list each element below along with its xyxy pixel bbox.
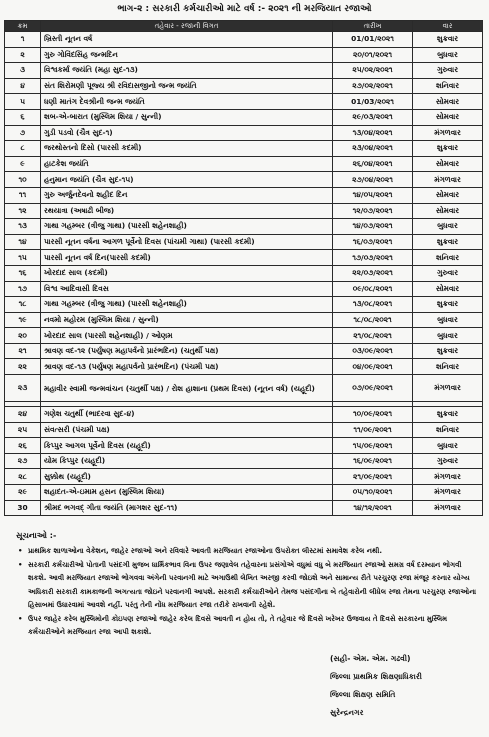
table-row — [5, 63, 483, 79]
signature-block — [330, 650, 480, 722]
holiday-date: ૧૬/૦૯/૨૦૨૧ — [333, 453, 413, 469]
holiday-date: ૧૪/૦૫/૨૦૨૧ — [333, 187, 413, 203]
table-row — [5, 453, 483, 469]
table-row — [5, 422, 483, 438]
holiday-name: મહાવીર સ્વામી જન્મવાંચન (ચતુર્થી પક્ષ) / રોશ હાશાના (પ્રથમ દિવસ) (નૂતન વર્ષ) (યહૂદી) — [41, 375, 333, 402]
table-row — [5, 78, 483, 94]
holiday-weekday: શુક્રવાર — [413, 234, 483, 250]
holiday-weekday: સોમવાર — [413, 94, 483, 110]
row-number: ૧૧ — [5, 187, 41, 203]
row-number: ૨૯ — [5, 485, 41, 501]
table-row — [5, 281, 483, 297]
notes-list — [18, 545, 480, 640]
holiday-date: ૨૦/૦૧/૨૦૨૧ — [333, 47, 413, 63]
table-row — [5, 203, 483, 219]
holiday-date: ૧૮/૦૮/૨૦૨૧ — [333, 312, 413, 328]
row-number: ૧ — [5, 32, 41, 48]
holiday-weekday: સોમવાર — [413, 109, 483, 125]
holiday-weekday: મંગળવાર — [413, 469, 483, 485]
row-number: 30 — [5, 500, 41, 516]
table-row — [5, 375, 483, 402]
holiday-name: સંત શિરોમણી પૂજ્ય શ્રી રવિદાસજીનો જન્મ જયંતિ — [41, 78, 333, 94]
holiday-date: ૨૧/૦૯/૨૦૨૧ — [333, 469, 413, 485]
table-row — [5, 359, 483, 375]
holiday-weekday: મંગળવાર — [413, 172, 483, 188]
holiday-date: ૧૩/૦૪/૨૦૨૧ — [333, 125, 413, 141]
holiday-date: ૦૪/૦૯/૨૦૨૧ — [333, 359, 413, 375]
header-day: વાર — [413, 21, 483, 32]
table-row — [5, 485, 483, 501]
header-no: ક્રમ — [5, 21, 41, 32]
holiday-weekday: બુધવાર — [413, 312, 483, 328]
row-number: ૭ — [5, 125, 41, 141]
holiday-weekday: શનિવાર — [413, 250, 483, 266]
holiday-date: ૨૬/૦૪/૨૦૨૧ — [333, 156, 413, 172]
table-row — [5, 141, 483, 157]
holiday-date: ૧૪/૦૭/૨૦૨૧ — [333, 219, 413, 235]
signatory-place: સુરેન્દ્રનગર — [330, 708, 364, 717]
table-row — [5, 343, 483, 359]
holiday-name: રથયાત્રા (અષાઢી બીજ) — [41, 203, 333, 219]
row-number: ૨૫ — [5, 422, 41, 438]
table-row — [5, 187, 483, 203]
holiday-weekday: શુક્રવાર — [413, 32, 483, 48]
holiday-name: ગાથા ગહમ્બર (ત્રીજુ ગાથા) (પારસી શહેનશાહી) — [41, 219, 333, 235]
header-date: તારીખ — [333, 21, 413, 32]
holiday-date: ૦૫/૧૦/૨૦૨૧ — [333, 485, 413, 501]
holiday-name: વિશ્વ આદિવાસી દિવસ — [41, 281, 333, 297]
row-number: ૧૮ — [5, 297, 41, 313]
holiday-weekday: સોમવાર — [413, 281, 483, 297]
row-number: ૧૭ — [5, 281, 41, 297]
holiday-name: હનુમાન જયંતિ (ચૈત્ર સુદ-૧૫) — [41, 172, 333, 188]
holiday-weekday: બુધવાર — [413, 47, 483, 63]
holiday-name: ગણેશ ચતુર્થી (ભાદરવા સુદ-૪) — [41, 407, 333, 423]
holiday-weekday: મંગળવાર — [413, 485, 483, 501]
holiday-weekday: મંગળવાર — [413, 375, 483, 402]
holiday-date: ૨૨/૦૭/૨૦૨૧ — [333, 265, 413, 281]
holiday-weekday: શનિવાર — [413, 422, 483, 438]
holiday-weekday: ગુરુવાર — [413, 63, 483, 79]
row-number: ૧૨ — [5, 203, 41, 219]
holiday-date: ૧૩/૦૮/૨૦૨૧ — [333, 297, 413, 313]
holiday-date: ૧૦/૦૯/૨૦૨૧ — [333, 407, 413, 423]
holiday-weekday: મંગળવાર — [413, 125, 483, 141]
table-row — [5, 156, 483, 172]
table-row — [5, 47, 483, 63]
holiday-date: ૨૧/૦૮/૨૦૨૧ — [333, 328, 413, 344]
table-row — [5, 312, 483, 328]
table-row — [5, 265, 483, 281]
optional-holidays-table — [4, 20, 483, 516]
table-header-row — [5, 21, 483, 32]
table-row — [5, 32, 483, 48]
row-number: ૯ — [5, 156, 41, 172]
table-row — [5, 469, 483, 485]
row-number: ૨૦ — [5, 328, 41, 344]
row-number: ૪ — [5, 78, 41, 94]
holiday-name: નવમો મહોરમ (મુસ્લિમ શિયા / સુન્ની) — [41, 312, 333, 328]
row-number: ૨ — [5, 47, 41, 63]
row-number: ૩ — [5, 63, 41, 79]
table-body — [5, 32, 483, 516]
table-row — [5, 407, 483, 423]
row-number: ૫ — [5, 94, 41, 110]
holiday-weekday: શુક્રવાર — [413, 407, 483, 423]
row-number: ૨૬ — [5, 438, 41, 454]
holiday-date: ૧૧/૦૯/૨૦૨૧ — [333, 422, 413, 438]
holiday-name: ખોરદાદ સાલ (કદમી) — [41, 265, 333, 281]
holiday-name: પારસી નૂતન વર્ષના આગળ પૂર્વેનો દિવસ (પાંચમી ગાથા) (પારસી કદમી) — [41, 234, 333, 250]
table-row — [5, 109, 483, 125]
row-number: ૨૪ — [5, 407, 41, 423]
holiday-weekday: મંગળવાર — [413, 500, 483, 516]
table-row — [5, 219, 483, 235]
row-number: ૧૩ — [5, 219, 41, 235]
holiday-date: ૧૪/૧૨/૨૦૨૧ — [333, 500, 413, 516]
row-number: ૨૧ — [5, 343, 41, 359]
header-name: તહેવાર - રજાની વિગત — [41, 21, 333, 32]
holiday-weekday: સોમવાર — [413, 187, 483, 203]
row-number: ૧૬ — [5, 265, 41, 281]
holiday-name: હાટકેશ જયંતિ — [41, 156, 333, 172]
holiday-date: ૦૩/૦૯/૨૦૨૧ — [333, 343, 413, 359]
notes-heading: સૂચનાઓ :- — [16, 531, 57, 540]
document-title: ભાગ-૨ : સરકારી કર્મચારીઓ માટે વર્ષ :- ૨૦૨૧ ની મરજિયાત રજાઓ — [117, 4, 372, 14]
holiday-date: ૧૨/૦૭/૨૦૨૧ — [333, 203, 413, 219]
holiday-date: ૦૭/૦૯/૨૦૨૧ — [333, 375, 413, 402]
holiday-name: સુક્કોથ (યહૂદી) — [41, 469, 333, 485]
holiday-weekday: ગુરુવાર — [413, 453, 483, 469]
holiday-weekday: બુધવાર — [413, 438, 483, 454]
holiday-date: ૨૭/૦૨/૨૦૨૧ — [333, 78, 413, 94]
holiday-date: ૨૭/૦૪/૨૦૨૧ — [333, 172, 413, 188]
row-number: ૨૮ — [5, 469, 41, 485]
holiday-weekday: સોમવાર — [413, 203, 483, 219]
holiday-name: ધણી માતંગ દેવશ્રીની જન્મ જયંતિ — [41, 94, 333, 110]
row-number: ૧૯ — [5, 312, 41, 328]
holiday-name: જરથોસ્તનો દિસો (પારસી કદમી) — [41, 141, 333, 157]
signatory-office: જિલ્લા શિક્ષણ સમિતિ — [330, 690, 396, 699]
holiday-weekday: ગુરુવાર — [413, 265, 483, 281]
holiday-date: ૨૩/૦૪/૨૦૨૧ — [333, 141, 413, 157]
holiday-date: 01/01/૨૦૨૧ — [333, 32, 413, 48]
holiday-name: શબ-એ-બારાત (મુસ્લિમ શિયા / સુન્ની) — [41, 109, 333, 125]
note-item: • પ્રાથમિક શાળાઓના વેકેશન, જાહેર રજાઓ અને રવિવારે આવતી મરજિયાત રજાઓના ઉપરોક્ત લીસ્ટમાં સમાવેશ કરેલ નથી. — [18, 545, 480, 558]
holiday-weekday: બુધવાર — [413, 328, 483, 344]
table-row — [5, 125, 483, 141]
note-item: • સરકારી કર્મચારીઓ પોતાની પસંદગી મુજબ ધાર્મિકભાવ વિના ઉપર જણાવેલ તહેવારના પ્રસંગોએ વધુમાં વધુ બે મરજિયાત રજાઓ સમગ્ર વર્ષ દરમ્યાન ભોગવી શકશે. આવી મરજિયાત રજાઓ ભોગવવા અંગેની પરવાનગી માટે અગાઉથી લેખિત અરજી કરવી જોઇશે અને સામાન્ય રીતે પરચુરણ રજા મંજૂર કરનાર યોગ્ય અધિકારી સરકારી કામકાજની અગત્યતા જોઇને પરવાનગી આપશે. સરકારી કર્મચારીઓને તેમજ પસંદગીના બે તહેવારોની લીધેલ રજા તેમના પરચુરણ રજાઓના હિસાબમાં ઉધારવામાં આવશે નહીં. પરંતુ તેની નોંધ મરજિયાત રજા તરીકે રાખવાની રહેશે. — [18, 559, 480, 612]
holiday-date: ૦૯/૦૮/૨૦૨૧ — [333, 281, 413, 297]
table-row — [5, 500, 483, 516]
holiday-weekday: શુક્રવાર — [413, 297, 483, 313]
table-row — [5, 438, 483, 454]
holiday-weekday: બુધવાર — [413, 219, 483, 235]
holiday-weekday: શુક્રવાર — [413, 141, 483, 157]
row-number: ૧૪ — [5, 234, 41, 250]
holiday-name: ગુરુ અર્જુનદેવનો શહીદ દિન — [41, 187, 333, 203]
holiday-date: ૨૯/૦૩/૨૦૨૧ — [333, 109, 413, 125]
holiday-name: પારસી નૂતન વર્ષ દિન(પારસી કદમી) — [41, 250, 333, 266]
holiday-name: શ્રીમદ ભગવદ્ ગીતા જયંતિ (માગશર સુદ-૧૧) — [41, 500, 333, 516]
holiday-weekday: સોમવાર — [413, 156, 483, 172]
holiday-name: ગાથા ગહમ્બર (ત્રીજુ ગાથા) (પારસી શહેનશાહી) — [41, 297, 333, 313]
holiday-name: શ્રાવણ વદ-૧૩ (પર્યુષણ મહાપર્વનો પ્રારંભદિન) (પંચમી પક્ષ) — [41, 359, 333, 375]
holiday-name: ગુડી પડવો (ચૈત્ર સુદ-૧) — [41, 125, 333, 141]
table-row — [5, 328, 483, 344]
holiday-date: ૧૭/૦૭/૨૦૨૧ — [333, 250, 413, 266]
row-number: ૨૩ — [5, 375, 41, 402]
holiday-weekday: શનિવાર — [413, 359, 483, 375]
note-item: • ઉપર જાહેર કરેલ મુસ્લિમોની કોઇપણ રજાઓ જાહેર કરેલ દિવસે આવતી ન હોય તો, તે તહેવાર જે દિવસે ખરેખર ઉજવાય તે દિવસે સરકારના મુસ્લિમ કર્મચારીઓને મરજિયાત રજા આપી શકાશે. — [18, 613, 480, 639]
holiday-name: ખ્રિસ્તી નૂતન વર્ષ — [41, 32, 333, 48]
holiday-date: 01/03/૨૦૨૧ — [333, 94, 413, 110]
holiday-name: કિપ્પુર આગલ પૂર્વેનો દિવસ (યહૂદી) — [41, 438, 333, 454]
row-number: ૧૫ — [5, 250, 41, 266]
holiday-name: યોમ કિપ્પુર (યહૂદી) — [41, 453, 333, 469]
holiday-weekday: શનિવાર — [413, 78, 483, 94]
row-number: ૨૨ — [5, 359, 41, 375]
table-row — [5, 234, 483, 250]
table-row — [5, 297, 483, 313]
holiday-date: ૧૫/૦૯/૨૦૨૧ — [333, 438, 413, 454]
holiday-name: વિશ્વકર્મા જયંતિ (મહા સુદ-૧૩) — [41, 63, 333, 79]
row-number: ૧૦ — [5, 172, 41, 188]
holiday-name: શહાદત-એ-ઇમામ હસન (મુસ્લિમ શિયા) — [41, 485, 333, 501]
row-number: ૮ — [5, 141, 41, 157]
table-row — [5, 172, 483, 188]
holiday-name: સંવત્સરી (પંચમી પક્ષ) — [41, 422, 333, 438]
row-number: ૨૭ — [5, 453, 41, 469]
row-number: ૬ — [5, 109, 41, 125]
holiday-name: શ્રાવણ વદ-૧૨ (પર્યુષણ મહાપર્વનો પ્રારંભદિન) (ચતુર્થી પક્ષ) — [41, 343, 333, 359]
table-row — [5, 94, 483, 110]
holiday-weekday: શુક્રવાર — [413, 343, 483, 359]
holiday-date: ૧૬/૦૭/૨૦૨૧ — [333, 234, 413, 250]
table-row — [5, 250, 483, 266]
signatory-name: (સહી- એમ. એમ. ગઢવી) — [330, 654, 411, 663]
holiday-name: ગુરુ ગોવિંદસિંહ જન્મદિન — [41, 47, 333, 63]
holiday-name: ખોરદાદ સાલ (પારસી શહેનશાહી) / ઓણમ — [41, 328, 333, 344]
holiday-date: ૨૫/૦૨/૨૦૨૧ — [333, 63, 413, 79]
signatory-designation: જિલ્લા પ્રાથમિક શિક્ષણાધિકારી — [330, 672, 422, 681]
